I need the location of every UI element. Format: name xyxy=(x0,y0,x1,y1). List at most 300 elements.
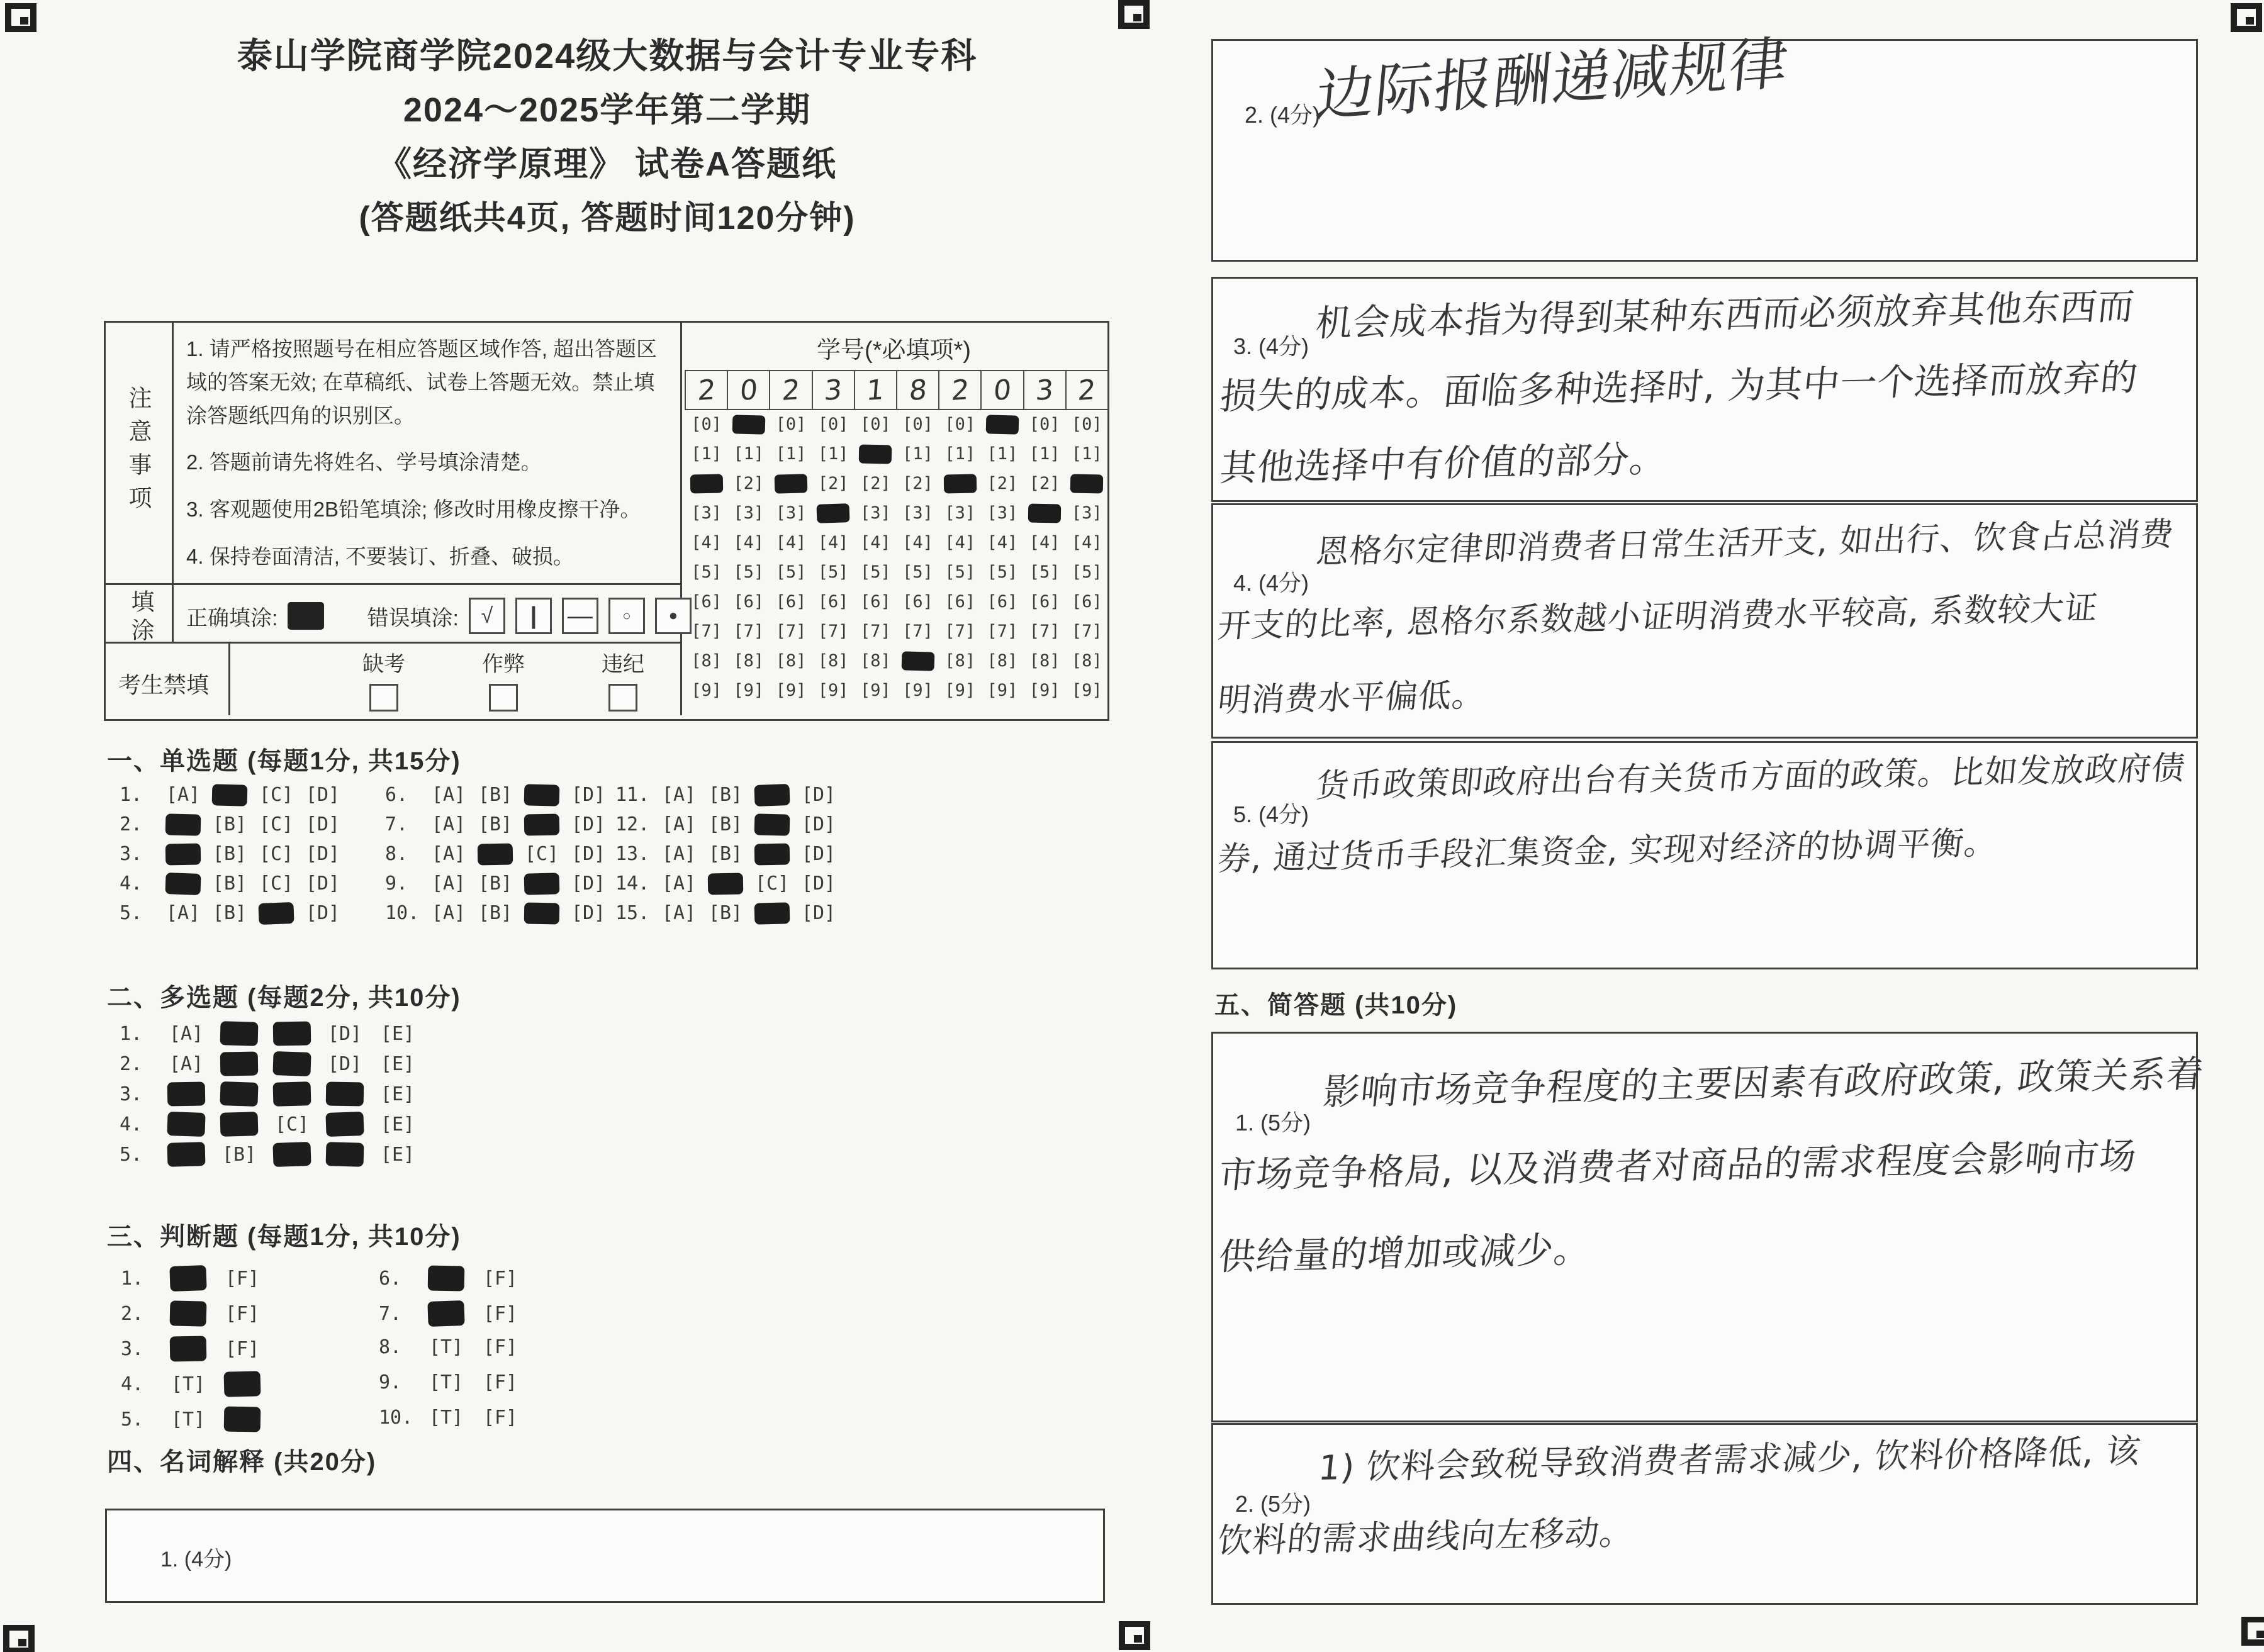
option-mark-D[interactable] xyxy=(325,1112,364,1137)
option-bubble-D[interactable]: [D] xyxy=(327,1052,362,1075)
option-bubble-D[interactable]: [D] xyxy=(305,873,340,895)
option-mark-C[interactable] xyxy=(754,844,790,866)
student-id-bubble-9[interactable]: [9] xyxy=(944,681,976,700)
answer-box-label: 4. (4分) xyxy=(1233,570,1309,596)
option-bubble-B-filled[interactable] xyxy=(213,1112,266,1136)
option-bubble-F-filled[interactable] xyxy=(215,1371,269,1397)
option-mark-C[interactable] xyxy=(524,784,560,806)
option-bubble-B[interactable]: [B] xyxy=(478,873,513,895)
answer-box-label: 2. (5分) xyxy=(1235,1491,1311,1517)
option-bubble-C-filled[interactable] xyxy=(266,1022,318,1046)
option-bubble-C-filled[interactable] xyxy=(266,1082,318,1106)
option-mark-C[interactable] xyxy=(273,1081,311,1107)
student-id-bubble-0[interactable]: [0] xyxy=(1029,415,1060,434)
student-id-bubble-9[interactable]: [9] xyxy=(733,681,765,700)
option-mark-B[interactable] xyxy=(212,784,248,806)
student-id-bubble-2[interactable]: [2] xyxy=(987,474,1018,493)
option-bubble-D[interactable]: [D] xyxy=(571,873,606,895)
student-id-bubble-3[interactable]: [3] xyxy=(775,503,807,523)
student-id-bubble-3-filled[interactable] xyxy=(1028,503,1062,523)
student-id-bubble-5[interactable]: [5] xyxy=(817,562,849,582)
student-id-bubble-2[interactable] xyxy=(770,469,812,498)
option-bubble-T[interactable]: [T] xyxy=(429,1371,464,1393)
option-mark-C[interactable] xyxy=(754,813,790,835)
student-id-bubble-0[interactable]: [0] xyxy=(944,415,976,434)
option-mark-C[interactable] xyxy=(258,902,294,925)
option-bubble-B[interactable]: [B] xyxy=(478,784,513,806)
student-id-digit-cell[interactable] xyxy=(727,370,770,410)
student-id-bubble-8[interactable]: [8] xyxy=(944,651,976,671)
exam-title-line2: 2024～2025学年第二学期 xyxy=(403,91,812,129)
student-id-bubble-0[interactable] xyxy=(981,410,1023,439)
option-bubble-B[interactable]: [B] xyxy=(221,1143,257,1166)
option-bubble-B[interactable]: [B] xyxy=(708,813,743,835)
option-bubble-D-filled[interactable] xyxy=(318,1142,371,1166)
option-bubble-B[interactable]: [B] xyxy=(212,813,247,835)
option-bubble-A-filled[interactable] xyxy=(160,1082,213,1106)
option-bubble-E[interactable]: [E] xyxy=(380,1022,415,1045)
student-id-bubble-6[interactable]: [6] xyxy=(987,592,1018,611)
option-bubble-D[interactable]: [D] xyxy=(801,813,836,835)
option-bubble-F[interactable]: [F] xyxy=(483,1407,518,1429)
question-number: 2. xyxy=(120,813,143,835)
student-id-bubble-2[interactable] xyxy=(939,469,981,498)
option-bubble-D[interactable]: [D] xyxy=(571,902,606,924)
option-bubble-T[interactable]: [T] xyxy=(429,1336,464,1358)
option-bubble-D[interactable]: [D] xyxy=(305,784,340,806)
student-id-bubble-3[interactable]: [3] xyxy=(987,503,1018,523)
option-bubble-T-filled[interactable] xyxy=(161,1301,215,1326)
option-bubble-C-filled[interactable] xyxy=(266,1142,318,1166)
option-mark-T[interactable] xyxy=(170,1336,207,1361)
student-id-bubble-9[interactable]: [9] xyxy=(1071,681,1102,700)
option-bubble-C[interactable]: [C] xyxy=(259,873,294,895)
option-mark-A[interactable] xyxy=(167,1081,206,1106)
student-id-bubble-6[interactable]: [6] xyxy=(1029,592,1060,611)
student-id-bubble-2[interactable] xyxy=(1066,469,1108,498)
option-bubble-B-filled[interactable] xyxy=(206,784,253,806)
single-choice-question-2 xyxy=(120,813,346,835)
option-mark-D[interactable] xyxy=(326,1081,364,1106)
student-id-bubble-4[interactable]: [4] xyxy=(860,533,891,552)
terms-answer-box-4 xyxy=(1211,503,2198,739)
option-bubble-F[interactable]: [F] xyxy=(225,1337,260,1360)
option-mark-T[interactable] xyxy=(427,1300,464,1327)
question-number: 15. xyxy=(615,902,650,924)
option-bubble-A[interactable]: [A] xyxy=(169,1022,204,1045)
option-bubble-A-filled[interactable] xyxy=(160,843,206,865)
student-id-bubble-0[interactable] xyxy=(727,410,770,439)
student-id-bubble-4[interactable]: [4] xyxy=(1071,533,1102,552)
option-mark-F[interactable] xyxy=(224,1406,261,1432)
student-id-bubble-1[interactable] xyxy=(855,439,897,469)
student-id-bubble-9[interactable]: [9] xyxy=(987,681,1018,700)
option-bubble-D[interactable]: [D] xyxy=(801,902,836,924)
option-bubble-C-filled[interactable] xyxy=(749,902,795,924)
violation-checkbox[interactable] xyxy=(608,684,637,712)
wrong-fill-hollow-dot-icon: ○ xyxy=(608,598,645,634)
option-bubble-A-filled[interactable] xyxy=(160,813,206,835)
option-bubble-A[interactable]: [A] xyxy=(431,902,466,924)
wrong-fill-bar-icon: | xyxy=(515,598,552,634)
student-id-bubble-7[interactable]: [7] xyxy=(817,622,849,641)
option-mark-C[interactable] xyxy=(524,903,560,925)
student-id-bubble-4[interactable]: [4] xyxy=(987,533,1018,552)
option-bubble-A[interactable]: [A] xyxy=(165,784,201,806)
student-id-bubble-8-filled[interactable] xyxy=(901,651,934,671)
option-bubble-B-filled[interactable] xyxy=(702,873,749,895)
option-mark-A[interactable] xyxy=(165,873,201,895)
student-id-bubble-7[interactable]: [7] xyxy=(733,622,765,641)
student-id-bubble-1-filled[interactable] xyxy=(859,444,892,464)
question-number: 2. xyxy=(120,1052,143,1075)
option-mark-C[interactable] xyxy=(754,902,790,924)
terms-answer-box-5 xyxy=(1211,741,2198,969)
student-id-handwritten-digit: 0 xyxy=(992,373,1012,407)
registration-marker-icon xyxy=(1118,0,1150,29)
student-id-digit-cell[interactable] xyxy=(812,370,855,410)
option-bubble-D[interactable]: [D] xyxy=(571,843,606,865)
student-id-bubble-0[interactable]: [0] xyxy=(1071,415,1102,434)
single-choice-question-4 xyxy=(120,873,346,895)
option-mark-B[interactable] xyxy=(220,1081,258,1107)
option-bubble-C[interactable]: [C] xyxy=(524,843,559,865)
question-number: 1. xyxy=(120,1022,143,1045)
student-id-bubble-1[interactable]: [1] xyxy=(1029,444,1060,464)
student-id-bubble-7[interactable]: [7] xyxy=(944,622,976,641)
option-mark-A[interactable] xyxy=(167,1142,206,1167)
option-bubble-F[interactable]: [F] xyxy=(483,1302,518,1325)
option-bubble-B-filled[interactable] xyxy=(213,1022,266,1046)
option-bubble-B[interactable]: [B] xyxy=(478,813,513,835)
student-id-digit-cell[interactable] xyxy=(1065,370,1109,410)
student-id-bubble-0[interactable]: [0] xyxy=(902,415,933,434)
option-bubble-C[interactable]: [C] xyxy=(754,873,790,895)
student-id-bubble-7[interactable]: [7] xyxy=(691,622,722,641)
student-id-bubble-9[interactable]: [9] xyxy=(691,681,722,700)
student-id-bubble-4[interactable]: [4] xyxy=(775,533,807,552)
multi-choice-grid xyxy=(94,1022,661,1179)
student-id-bubble-8[interactable]: [8] xyxy=(860,651,891,671)
option-bubble-T-filled[interactable] xyxy=(419,1266,473,1291)
option-mark-A[interactable] xyxy=(167,1112,205,1137)
student-id-bubble-6[interactable]: [6] xyxy=(817,592,849,611)
student-id-bubble-4[interactable]: [4] xyxy=(691,533,722,552)
option-bubble-C[interactable]: [C] xyxy=(259,843,294,865)
student-id-bubble-2-filled[interactable] xyxy=(1070,474,1104,493)
option-bubble-D[interactable]: [D] xyxy=(327,1022,362,1045)
question-number: 12. xyxy=(615,813,650,835)
student-id-bubble-2-filled[interactable] xyxy=(943,474,977,493)
option-mark-C[interactable] xyxy=(272,1051,311,1076)
forbidden-options xyxy=(362,647,644,712)
option-mark-C[interactable] xyxy=(273,1021,311,1046)
option-bubble-B-filled[interactable] xyxy=(213,1082,266,1106)
handwritten-answer-line: 边际报酬递减规律 xyxy=(1313,30,1791,130)
option-mark-A[interactable] xyxy=(165,813,201,835)
student-id-bubble-1[interactable]: [1] xyxy=(944,444,976,464)
student-id-bubble-4[interactable]: [4] xyxy=(1029,533,1060,552)
student-id-bubble-2[interactable]: [2] xyxy=(902,474,933,493)
student-id-bubble-2-filled[interactable] xyxy=(775,474,808,493)
answer-box-label: 3. (4分) xyxy=(1233,333,1309,359)
student-id-bubble-0[interactable]: [0] xyxy=(775,415,807,434)
option-mark-T[interactable] xyxy=(169,1300,206,1327)
option-bubble-A[interactable]: [A] xyxy=(661,902,697,924)
option-bubble-D-filled[interactable] xyxy=(318,1082,371,1106)
option-bubble-C[interactable]: [C] xyxy=(259,784,294,806)
option-bubble-C[interactable]: [C] xyxy=(259,813,294,835)
single-choice-question-5 xyxy=(120,902,346,924)
student-id-bubble-3[interactable] xyxy=(1024,498,1066,528)
option-bubble-F[interactable]: [F] xyxy=(225,1267,260,1290)
student-id-bubble-5[interactable]: [5] xyxy=(902,562,933,582)
option-bubble-B-filled[interactable] xyxy=(472,843,518,865)
registration-marker-icon xyxy=(5,3,36,32)
option-bubble-C-filled[interactable] xyxy=(518,902,565,924)
option-bubble-B[interactable]: [B] xyxy=(212,873,247,895)
option-bubble-A[interactable]: [A] xyxy=(165,902,201,924)
student-id-bubble-6[interactable]: [6] xyxy=(944,592,976,611)
student-id-bubble-3[interactable]: [3] xyxy=(691,503,722,523)
option-bubble-A-filled[interactable] xyxy=(160,873,206,895)
single-choice-question-3 xyxy=(120,843,346,865)
question-number: 4. xyxy=(121,1373,144,1395)
student-id-bubble-6[interactable]: [6] xyxy=(691,592,722,611)
student-id-bubble-3[interactable]: [3] xyxy=(1071,503,1102,523)
student-id-bubble-2[interactable]: [2] xyxy=(860,474,891,493)
option-bubble-C[interactable]: [C] xyxy=(274,1113,310,1136)
option-mark-A[interactable] xyxy=(165,844,201,866)
student-id-bubble-8[interactable]: [8] xyxy=(817,651,849,671)
student-id-bubble-9[interactable]: [9] xyxy=(1029,681,1060,700)
option-mark-D[interactable] xyxy=(326,1142,364,1167)
option-bubble-C-filled[interactable] xyxy=(518,784,565,806)
option-bubble-D[interactable]: [D] xyxy=(801,784,836,806)
option-bubble-D[interactable]: [D] xyxy=(305,902,340,924)
option-bubble-D-filled[interactable] xyxy=(318,1112,371,1136)
student-id-bubble-7[interactable]: [7] xyxy=(1029,622,1060,641)
student-id-bubble-2[interactable]: [2] xyxy=(1029,474,1060,493)
student-id-bubble-0[interactable]: [0] xyxy=(860,415,891,434)
student-id-bubble-7[interactable]: [7] xyxy=(902,622,933,641)
student-id-bubble-3-filled[interactable] xyxy=(817,503,850,523)
student-id-bubble-9[interactable]: [9] xyxy=(817,681,849,700)
option-bubble-T[interactable]: [T] xyxy=(171,1373,206,1395)
student-id-bubble-1[interactable]: [1] xyxy=(775,444,807,464)
student-id-bubble-8[interactable]: [8] xyxy=(1029,651,1060,671)
option-bubble-T-filled[interactable] xyxy=(419,1301,473,1326)
student-id-bubble-8[interactable] xyxy=(897,646,939,676)
option-bubble-T-filled[interactable] xyxy=(161,1266,215,1291)
option-bubble-D[interactable]: [D] xyxy=(571,784,606,806)
student-id-digit-cell[interactable] xyxy=(1023,370,1067,410)
student-id-bubble-6[interactable]: [6] xyxy=(1071,592,1102,611)
student-id-bubble-4[interactable]: [4] xyxy=(817,533,849,552)
student-id-bubble-5[interactable]: [5] xyxy=(733,562,765,582)
student-id-bubble-8[interactable]: [8] xyxy=(1071,651,1102,671)
student-id-bubble-1[interactable]: [1] xyxy=(1071,444,1102,464)
option-mark-C[interactable] xyxy=(524,873,560,895)
student-id-bubble-6[interactable]: [6] xyxy=(860,592,891,611)
student-id-digit-cell[interactable] xyxy=(769,370,812,410)
option-bubble-C-filled[interactable] xyxy=(749,813,795,835)
student-id-bubble-1[interactable]: [1] xyxy=(902,444,933,464)
option-bubble-B[interactable]: [B] xyxy=(478,902,513,924)
option-mark-F[interactable] xyxy=(223,1371,261,1397)
student-id-bubble-1[interactable]: [1] xyxy=(691,444,722,464)
student-id-bubble-7[interactable]: [7] xyxy=(860,622,891,641)
student-id-digit-cell[interactable] xyxy=(938,370,982,410)
option-bubble-A[interactable]: [A] xyxy=(661,843,697,865)
exam-title-line3: 《经济学原理》 试卷A答题纸 xyxy=(378,145,837,183)
judge-question-8 xyxy=(379,1336,527,1358)
student-id-bubble-0[interactable]: [0] xyxy=(817,415,849,434)
question-number: 10. xyxy=(385,902,420,924)
student-id-digit-cell[interactable] xyxy=(980,370,1024,410)
student-id-bubble-5[interactable]: [5] xyxy=(775,562,807,582)
student-id-bubble-6[interactable]: [6] xyxy=(902,592,933,611)
student-id-bubble-4[interactable]: [4] xyxy=(733,533,765,552)
option-mark-B[interactable] xyxy=(478,844,513,866)
student-id-bubble-3[interactable]: [3] xyxy=(944,503,976,523)
student-id-bubble-0-filled[interactable] xyxy=(732,415,765,434)
student-id-bubble-1[interactable]: [1] xyxy=(987,444,1018,464)
student-id-bubble-8[interactable]: [8] xyxy=(733,651,765,671)
student-id-bubble-8[interactable]: [8] xyxy=(691,651,722,671)
option-bubble-A[interactable]: [A] xyxy=(431,873,466,895)
student-id-bubble-6[interactable]: [6] xyxy=(733,592,765,611)
option-bubble-A[interactable]: [A] xyxy=(431,843,466,865)
option-bubble-A-filled[interactable] xyxy=(160,1142,213,1166)
option-bubble-T[interactable]: [T] xyxy=(171,1408,206,1431)
student-id-bubble-9[interactable]: [9] xyxy=(860,681,891,700)
option-bubble-B[interactable]: [B] xyxy=(708,902,743,924)
student-id-bubble-2[interactable] xyxy=(685,469,727,498)
student-id-bubble-5[interactable]: [5] xyxy=(944,562,976,582)
student-id-bubble-2[interactable]: [2] xyxy=(733,474,765,493)
option-mark-T[interactable] xyxy=(428,1265,465,1291)
judge-question-7 xyxy=(379,1301,527,1326)
option-bubble-B[interactable]: [B] xyxy=(708,843,743,865)
option-bubble-A[interactable]: [A] xyxy=(661,813,697,835)
student-id-bubble-3[interactable]: [3] xyxy=(902,503,933,523)
option-bubble-E[interactable]: [E] xyxy=(380,1083,415,1105)
option-bubble-D[interactable]: [D] xyxy=(801,873,836,895)
student-id-bubble-5[interactable]: [5] xyxy=(691,562,722,582)
registration-marker-icon xyxy=(2231,3,2262,32)
student-id-bubble-7[interactable]: [7] xyxy=(775,622,807,641)
student-id-bubble-5[interactable]: [5] xyxy=(1071,562,1102,582)
student-id-bubble-3[interactable]: [3] xyxy=(733,503,765,523)
option-bubble-D[interactable]: [D] xyxy=(305,843,340,865)
student-id-bubble-1[interactable]: [1] xyxy=(733,444,765,464)
option-bubble-B-filled[interactable] xyxy=(213,1052,266,1076)
single-choice-grid xyxy=(94,784,1013,941)
option-mark-C[interactable] xyxy=(272,1142,311,1167)
option-bubble-D[interactable]: [D] xyxy=(305,813,340,835)
student-id-bubble-1[interactable]: [1] xyxy=(817,444,849,464)
student-id-bubble-7[interactable]: [7] xyxy=(1071,622,1102,641)
option-bubble-C-filled[interactable] xyxy=(253,902,300,924)
single-choice-question-12 xyxy=(615,813,842,835)
option-bubble-A[interactable]: [A] xyxy=(169,1052,204,1075)
option-mark-C[interactable] xyxy=(754,784,790,806)
option-bubble-A[interactable]: [A] xyxy=(431,784,466,806)
option-bubble-D[interactable]: [D] xyxy=(571,813,606,835)
question-number: 4. xyxy=(120,1113,143,1136)
option-bubble-F-filled[interactable] xyxy=(215,1407,269,1432)
student-id-bubble-4[interactable]: [4] xyxy=(902,533,933,552)
student-id-bubble-6[interactable]: [6] xyxy=(775,592,807,611)
correct-fill-label: 正确填涂: xyxy=(186,606,278,630)
option-bubble-A[interactable]: [A] xyxy=(661,873,697,895)
student-id-bubble-9[interactable]: [9] xyxy=(775,681,807,700)
option-bubble-C-filled[interactable] xyxy=(749,784,795,806)
absent-checkbox[interactable] xyxy=(369,684,398,712)
option-mark-B[interactable] xyxy=(220,1021,259,1046)
student-id-digit-cell[interactable] xyxy=(685,370,728,410)
option-bubble-E[interactable]: [E] xyxy=(380,1113,415,1136)
option-bubble-C-filled[interactable] xyxy=(518,873,565,895)
multi-choice-question-2 xyxy=(120,1052,424,1076)
option-mark-B[interactable] xyxy=(220,1051,259,1076)
option-bubble-F[interactable]: [F] xyxy=(225,1302,260,1325)
student-id-bubble-3[interactable]: [3] xyxy=(860,503,891,523)
student-id-bubble-7[interactable]: [7] xyxy=(987,622,1018,641)
option-bubble-F[interactable]: [F] xyxy=(483,1371,518,1393)
option-bubble-A[interactable]: [A] xyxy=(431,813,466,835)
option-bubble-B[interactable]: [B] xyxy=(212,902,247,924)
option-bubble-C-filled[interactable] xyxy=(518,813,565,835)
student-id-bubble-9[interactable]: [9] xyxy=(902,681,933,700)
option-bubble-B[interactable]: [B] xyxy=(212,843,247,865)
student-id-bubble-8[interactable]: [8] xyxy=(775,651,807,671)
single-choice-question-8 xyxy=(385,843,612,865)
option-mark-T[interactable] xyxy=(169,1265,206,1292)
student-id-bubble-5[interactable]: [5] xyxy=(1029,562,1060,582)
option-bubble-T-filled[interactable] xyxy=(161,1336,215,1361)
student-id-bubble-5[interactable]: [5] xyxy=(860,562,891,582)
option-bubble-F[interactable]: [F] xyxy=(483,1267,518,1290)
option-mark-B[interactable] xyxy=(220,1112,259,1137)
option-bubble-E[interactable]: [E] xyxy=(380,1052,415,1075)
cheating-checkbox[interactable] xyxy=(489,684,518,712)
student-id-bubble-2-filled[interactable] xyxy=(690,474,723,493)
student-id-digit-cell[interactable] xyxy=(854,370,897,410)
option-mark-C[interactable] xyxy=(524,814,560,836)
student-id-bubble-0[interactable]: [0] xyxy=(691,415,722,434)
option-bubble-E[interactable]: [E] xyxy=(380,1143,415,1166)
student-id-bubble-5[interactable]: [5] xyxy=(987,562,1018,582)
option-bubble-A-filled[interactable] xyxy=(160,1112,213,1136)
option-bubble-F[interactable]: [F] xyxy=(483,1336,518,1358)
student-id-bubble-0-filled[interactable] xyxy=(986,415,1019,434)
option-bubble-C-filled[interactable] xyxy=(749,843,795,865)
option-bubble-B[interactable]: [B] xyxy=(708,784,743,806)
option-mark-B[interactable] xyxy=(708,873,744,895)
student-id-digit-cell[interactable] xyxy=(896,370,939,410)
option-bubble-A[interactable]: [A] xyxy=(661,784,697,806)
student-id-bubble-4[interactable]: [4] xyxy=(944,533,976,552)
student-id-bubble-2[interactable]: [2] xyxy=(817,474,849,493)
option-bubble-D[interactable]: [D] xyxy=(801,843,836,865)
option-bubble-T[interactable]: [T] xyxy=(429,1407,464,1429)
student-id-bubble-3[interactable] xyxy=(812,498,855,528)
judge-question-10 xyxy=(379,1407,527,1429)
student-id-bubble-8[interactable]: [8] xyxy=(987,651,1018,671)
option-bubble-C-filled[interactable] xyxy=(266,1052,318,1076)
